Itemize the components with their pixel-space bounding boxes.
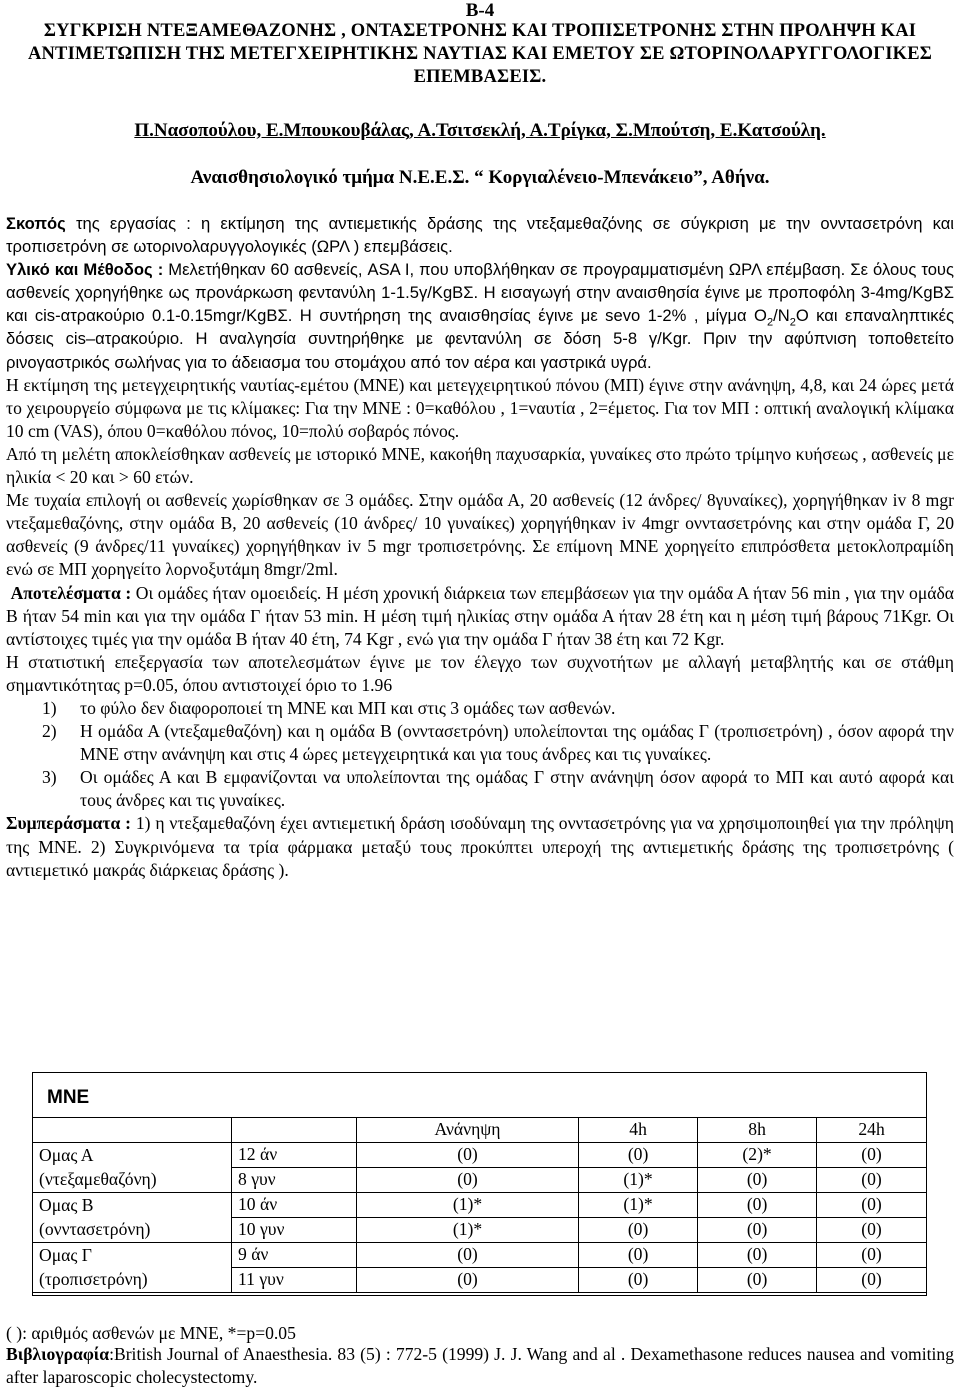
- exclusion-paragraph: Από τη μελέτη αποκλείσθηκαν ασθενείς με ιστορικό ΜΝΕ, κακοήθη παχυσαρκία, γυναίκες στο πρώτο τρίμηνο κυήσεως , ασθενείς με ηλικία < 20 και > 60 ετών.: [6, 443, 954, 488]
- subgroup-cell: 12 άν: [232, 1143, 357, 1168]
- value-cell: (0): [579, 1143, 698, 1168]
- aim-paragraph: [6, 212, 954, 258]
- value-cell: (0): [357, 1168, 579, 1193]
- group-drug: (ονντασετρόνη): [39, 1219, 151, 1239]
- methods-text-3: Ο και επαναληπτικές δόσεις cis–ατρακούριο. Η αναλγησία συντηρήθηκε με φεντανύλη σε δόση 5-8 γ/Kgr. Πριν την αφύπνιση τοποθετείτο ρινογαστρικός σωλήνας για το άδειασμα του στομάχου από τον αέρα και γαστρικά υγρά.: [6, 306, 954, 372]
- header-cell: Ανάνηψη: [357, 1118, 579, 1143]
- o2-subscript: 2: [766, 316, 774, 329]
- assessment-paragraph: Η εκτίμηση της μετεγχειρητικής ναυτίας-εμέτου (ΜΝΕ) και μετεγχειρητικού πόνου (ΜΠ) έγινε στην ανάνηψη, 4,8, και 24 ώρες μετά το χειρουργείο σύμφωνα με τις κλίμακες: Για την ΜΝΕ : 0=καθόλου , 1=ναυτία , 2=έμετος. Για τον ΜΠ : οπτική αναλογική κλίμακα 10 cm (VAS), όπου 0=καθόλου πόνος, 10=πολύ σοβαρός πόνος.: [6, 374, 954, 441]
- affiliation: Αναισθησιολογικό τμήμα Ν.Ε.Ε.Σ. “ Κοργιαλένειο-Μπενάκειο”, Αθήνα.: [190, 167, 770, 188]
- finding-text: Οι ομάδες Α και Β εμφανίζονται να υπολείπονται της ομάδας Γ στην ανάνηψη όσον αφορά το ΜΠ και αυτό αφορά και τους άνδρες και τις γυναίκες.: [80, 767, 954, 811]
- group-cell: [33, 1243, 232, 1293]
- value-cell: (2)*: [698, 1143, 817, 1168]
- finding-text: το φύλο δεν διαφοροποιεί τη ΜΝΕ και ΜΠ και στις 3 ομάδες των ασθενών.: [80, 697, 616, 718]
- header-cell: 24h: [817, 1118, 926, 1143]
- value-cell: (0): [579, 1218, 698, 1243]
- value-cell: (0): [817, 1193, 926, 1218]
- group-name: Ομας Β: [39, 1195, 94, 1215]
- value-cell: (0): [698, 1168, 817, 1193]
- value-cell: (1)*: [579, 1193, 698, 1218]
- table-footnote: ( ): αριθμός ασθενών με ΜΝΕ, *=p=0.05: [6, 1323, 296, 1343]
- results-text: Οι ομάδες ήταν ομοειδείς. Η μέση χρονική διάρκεια των επεμβάσεων για την ομάδα Α ήταν 56 min , για την ομάδα Β ήταν 54 min και για την ομάδα Γ ήταν 53 min. Η μέση τιμή ηλικίας στην ομάδα Α ήταν 28 έτη και η μέση τιμή βάρους 71Kgr. Οι αντίστοιχες τιμές για την ομάδα Β ήταν 40 έτη, 74 Kgr , ενώ για την ομάδα Γ ήταν 38 έτη και 72 Kgr.: [6, 582, 954, 649]
- authors-text: Π.Νασοπούλου, Ε.Μπουκουβάλας, Α.Τσιτσεκλή, Α.Τρίγκα, Σ.Μπούτση, Ε.Κατσούλη.: [134, 120, 826, 141]
- value-cell: (0): [698, 1268, 817, 1293]
- findings-list: [6, 697, 954, 812]
- finding-text: Η ομάδα Α (ντεξαμεθαζόνη) και η ομάδα Β (ονντασετρόνη) υπολείπονται της ομάδας Γ (τροπισετρόνη) , όσον αφορά την ΜΝΕ στην ανάνηψη και στις 4 ώρες μετεγχειρητικά και για τους άνδρες και τις γυναίκες.: [80, 721, 954, 765]
- results-label: Αποτελέσματα :: [10, 582, 132, 603]
- value-cell: (0): [357, 1268, 579, 1293]
- groups-paragraph: Με τυχαία επιλογή οι ασθενείς χωρίσθηκαν σε 3 ομάδες. Στην ομάδα Α, 20 ασθενείς (12 άνδρες/ 8γυναίκες), χορηγήθηκαν iv 8 mgr ντεξαμεθαζόνης, στην ομάδα Β, 20 ασθενείς (10 άνδρες/ 10 γυναίκες) χορηγήθηκαν iv 4mgr ονντασετρόνης και στην ομάδα Γ, 20 ασθενείς (9 άνδρες/11 γυναίκες) χορηγήθηκαν iv 5 mgr τροπισετρόνης. Σε επίμονη ΜΝΕ χορηγείτο επιπρόσθετα μετοκλοπραμίδη ενώ σε ΜΠ χορηγείτο λορνοξυτάμη 8mgr/2ml.: [6, 490, 954, 580]
- list-item: [6, 720, 954, 766]
- table-label: ΜΝΕ: [47, 1087, 90, 1108]
- results-table: [33, 1117, 926, 1293]
- value-cell: (0): [698, 1218, 817, 1243]
- list-item: [6, 766, 954, 812]
- value-cell: (0): [357, 1143, 579, 1168]
- list-item: [6, 697, 954, 720]
- authors: [0, 119, 960, 143]
- value-cell: (0): [698, 1193, 817, 1218]
- conclusions-label: Συμπεράσματα :: [6, 813, 131, 834]
- value-cell: (0): [579, 1243, 698, 1268]
- n2-subscript: 2: [789, 316, 796, 329]
- finding-number: 2): [42, 721, 57, 742]
- value-cell: (1)*: [357, 1193, 579, 1218]
- subgroup-cell: 8 γυν: [232, 1168, 357, 1193]
- results-table-box: [32, 1072, 927, 1296]
- subgroup-cell: 10 γυν: [232, 1218, 357, 1243]
- subgroup-cell: 9 άν: [232, 1243, 357, 1268]
- methods-label: Υλικό και Μέθοδος :: [6, 260, 164, 280]
- value-cell: (1)*: [579, 1168, 698, 1193]
- group-cell: [33, 1143, 232, 1193]
- value-cell: (0): [579, 1268, 698, 1293]
- methods-paragraph: [6, 258, 954, 373]
- group-name: Ομας Α: [39, 1145, 94, 1165]
- table-row: [33, 1243, 926, 1268]
- abstract-title: ΣΥΓΚΡΙΣΗ ΝΤΕΞΑΜΕΘΑΖΟΝΗΣ , ΟΝΤΑΣΕΤΡΟΝΗΣ ΚΑΙ ΤΡΟΠΙΣΕΤΡΟΝΗΣ ΣΤΗΝ ΠΡΟΛΗΨΗ ΚΑΙ ΑΝΤΙΜΕΤΩΠΙΣΗ ΤΗΣ ΜΕΤΕΓΧΕΙΡΗΤΙΚΗΣ ΝΑΥΤΙΑΣ ΚΑΙ ΕΜΕΤΟΥ ΣΕ ΩΤΟΡΙΝΟΛΑΡΥΓΓΟΛΟΓΙΚΕΣ ΕΠΕΜΒΑΣΕΙΣ.: [27, 21, 933, 87]
- value-cell: (0): [817, 1268, 926, 1293]
- group-name: Ομας Γ: [39, 1245, 92, 1265]
- table-header-row: [33, 1118, 926, 1143]
- references-text: :British Journal of Anaesthesia. 83 (5) : 772-5 (1999) J. J. Wang and al . Dexamethasone reduces nausea and vomiting after laparoscopic cholecystectomy.: [6, 1344, 954, 1387]
- value-cell: (1)*: [357, 1218, 579, 1243]
- stats-paragraph: Η στατιστική επεξεργασία των αποτελεσμάτων έγινε με τον έλεγχο των συχνοτήτων με αλλαγή μεταβλητής και σε στάθμη σημαντικότητας p=0.05, όπου αντιστοιχεί όριο το 1.96: [6, 651, 954, 695]
- methods-text: Μελετήθηκαν 60 ασθενείς, ASA I, που υποβλήθηκαν σε προγραμματισμένη ΩΡΛ επέμβαση.: [163, 260, 846, 280]
- value-cell: (0): [817, 1143, 926, 1168]
- finding-number: 1): [42, 697, 57, 718]
- group-cell: [33, 1193, 232, 1243]
- aim-text: της εργασίας : η εκτίμηση της αντιεμετικής δράσης της ντεξαμεθαζόνης σε σύγκριση με την ονντασετρόνη και τροπισετρόνη σε ωτορινολαρυγγολογικές (ΩΡΛ ) επεμβάσεις.: [6, 214, 954, 257]
- table-row: [33, 1193, 926, 1218]
- n-slash: /N: [773, 306, 790, 326]
- value-cell: (0): [698, 1243, 817, 1268]
- abstract-code: Β-4: [465, 0, 495, 21]
- references: [6, 1343, 954, 1388]
- results-paragraph: [6, 582, 954, 651]
- table-row: [33, 1143, 926, 1168]
- value-cell: (0): [817, 1218, 926, 1243]
- header-cell: 8h: [698, 1118, 817, 1143]
- methods-text-2: Σε όλους τους ασθενείς χορηγήθηκε ως προνάρκωση φεντανύλη 1-1.5γ/KgBΣ. Η εισαγωγή στην αναισθησία έγινε με προποφόλη 3-4mg/KgBΣ και cis-ατρακούριο 0.1-0.15mgr/KgBΣ. Η συντήρηση της αναισθησίας έγινε με sevo 1-2% , μίγμα Ο: [6, 260, 954, 326]
- subgroup-cell: 10 άν: [232, 1193, 357, 1218]
- header-cell: 4h: [579, 1118, 698, 1143]
- value-cell: (0): [817, 1168, 926, 1193]
- header-cell: [232, 1118, 357, 1143]
- conclusions-text: 1) η ντεξαμεθαζόνη έχει αντιεμετική δράση ισοδύναμη της ονντασετρόνης για να χρησιμοποιηθεί για την πρόληψη της ΜΝΕ. 2) Συγκρινόμενα τα τρία φάρμακα μεταξύ τους προκύπτει υπεροχή της αντιεμετικής δράσης της τροπισετρόνης ( αντιεμετικό μακράς διάρκειας δράσης ).: [6, 813, 954, 880]
- finding-number: 3): [42, 767, 57, 788]
- group-drug: (τροπισετρόνη): [39, 1269, 148, 1289]
- references-label: Βιβλιογραφία: [6, 1344, 110, 1364]
- value-cell: (0): [357, 1243, 579, 1268]
- group-drug: (ντεξαμεθαζόνη): [39, 1169, 157, 1189]
- aim-label: Σκοπός: [6, 214, 66, 233]
- subgroup-cell: 11 γυν: [232, 1268, 357, 1293]
- header-cell: [33, 1118, 232, 1143]
- conclusions-paragraph: [6, 812, 954, 881]
- value-cell: (0): [817, 1243, 926, 1268]
- abstract-body: [6, 212, 954, 882]
